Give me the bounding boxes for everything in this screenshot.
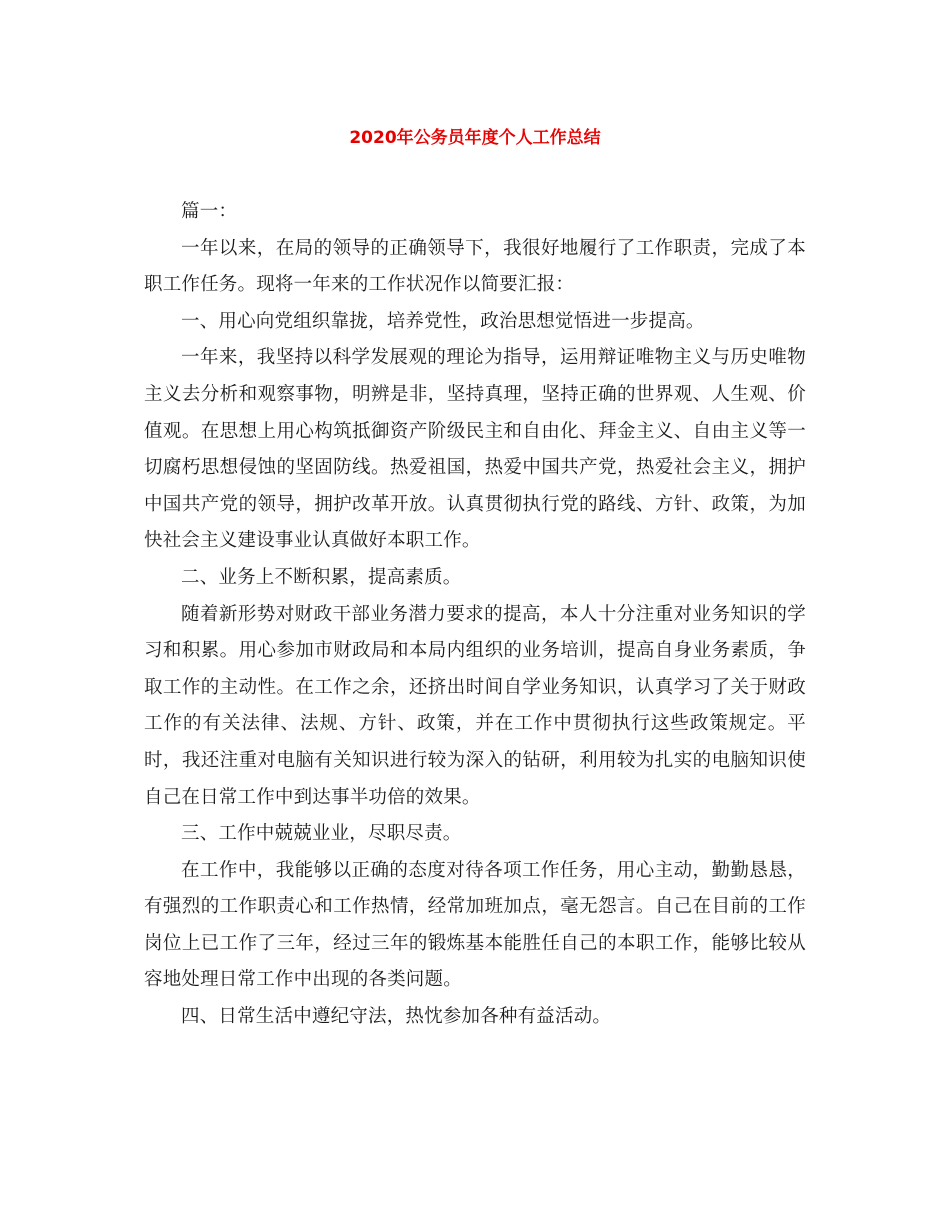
- document-body: [144, 194, 806, 1036]
- document-title: 2020年公务员年度个人工作总结: [349, 128, 601, 148]
- paragraph-intro: 一年以来，在局的领导的正确领导下，我很好地履行了工作职责，完成了本职工作任务。现将一年来的工作状况作以简要汇报：: [144, 237, 806, 296]
- heading-section-4: 四、日常生活中遵纪守法，热忱参加各种有益活动。: [181, 1006, 612, 1028]
- heading-section-3: 三、工作中兢兢业业，尽职尽责。: [181, 823, 462, 845]
- paragraph-section-2: 随着新形势对财政干部业务潜力要求的提高，本人十分注重对业务知识的学习和积累。用心参加市财政局和本局内组织的业务培训，提高自身业务素质，争取工作的主动性。在工作之余，还挤出时间自学业务知识，认真学习了关于财政工作的有关法律、法规、方针、政策，并在工作中贯彻执行这些政策规定。平时，我还注重对电脑有关知识进行较为深入的钻研，利用较为扎实的电脑知识使自己在日常工作中到达事半功倍的效果。: [144, 603, 806, 808]
- paragraph-section-label: 篇一：: [181, 201, 238, 222]
- paragraph-section-1: 一年来，我坚持以科学发展观的理论为指导，运用辩证唯物主义与历史唯物主义去分析和观察事物，明辨是非，坚持真理，坚持正确的世界观、人生观、价值观。在思想上用心构筑抵御资产阶级民主和自由化、拜金主义、自由主义等一切腐朽思想侵蚀的坚固防线。热爱祖国，热爱中国共产党，热爱社会主义，拥护中国共产党的领导，拥护改革开放。认真贯彻执行党的路线、方针、政策，为加快社会主义建设事业认真做好本职工作。: [144, 347, 806, 552]
- heading-section-1: 一、用心向党组织靠拢，培养党性，政治思想觉悟进一步提高。: [181, 310, 705, 332]
- paragraph-section-3: 在工作中，我能够以正确的态度对待各项工作任务，用心主动，勤勤恳恳，有强烈的工作职责心和工作热情，经常加班加点，毫无怨言。自己在目前的工作岗位上已工作了三年，经过三年的锻炼基本能胜任自己的本职工作，能够比较从容地处理日常工作中出现的各类问题。: [144, 859, 806, 991]
- heading-section-2: 二、业务上不断积累，提高素质。: [181, 566, 462, 588]
